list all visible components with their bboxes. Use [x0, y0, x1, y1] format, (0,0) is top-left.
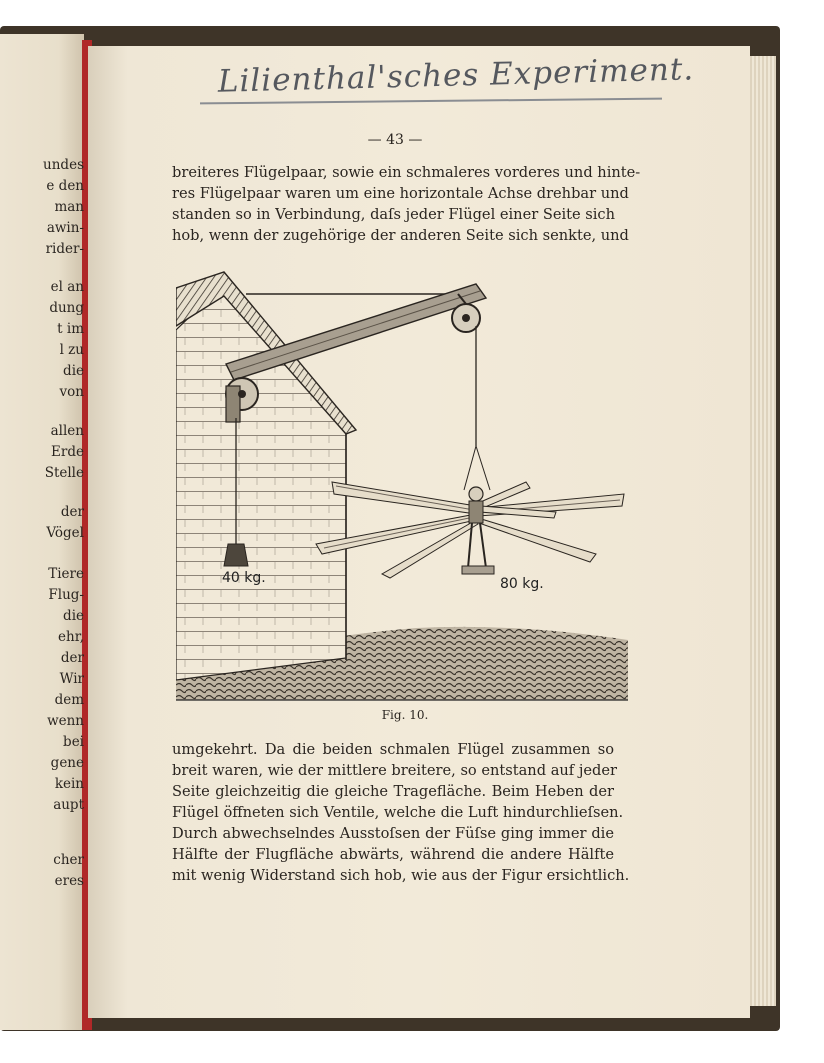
left-fragment: Stelle [44, 465, 84, 481]
left-fragment: die [63, 363, 84, 379]
left-fragment: von [59, 384, 84, 400]
text-line: breiteres Flügelpaar, sowie ein schmaleres vorderes und hinte- [172, 164, 641, 181]
left-fragment: undes [43, 157, 84, 173]
left-fragment: dung [49, 300, 84, 316]
left-fragment: wenn [47, 713, 84, 729]
left-fragment: aupt [53, 797, 84, 813]
left-fragment: e den [46, 178, 84, 194]
text-line: standen so in Verbindung, daſs jeder Flügel einer Seite sich [172, 206, 615, 223]
left-fragment: el an [50, 279, 84, 295]
figure-illustration [176, 268, 628, 704]
left-fragment: der [60, 650, 84, 666]
weight-label-right: 80 kg. [500, 576, 544, 592]
left-fragment: der [60, 504, 84, 520]
text-line: Flügel öffneten sich Ventile, welche die Luft hindurchlieſsen. [172, 804, 624, 821]
page-number: — 43 — [367, 132, 423, 148]
left-fragment: bei [63, 734, 84, 750]
text-line: Durch abwechselndes Ausstoſsen der Füſse ging immer die [172, 825, 614, 842]
left-fragment: Tiere [48, 566, 84, 582]
text-line: umgekehrt. Da die beiden schmalen Flügel zusammen so [172, 741, 614, 758]
left-fragment: allen [50, 423, 84, 439]
figure-caption: Fig. 10. [381, 708, 429, 722]
left-fragment: t im [57, 321, 84, 337]
handwritten-note: Lilienthal'sches Experiment. [217, 51, 695, 100]
text-line: hob, wenn der zugehörige der anderen Seite sich senkte, und [172, 227, 629, 244]
left-fragment: man [54, 199, 84, 215]
left-fragment: Wir [59, 671, 84, 687]
left-fragment: Vögel [46, 525, 84, 541]
text-line: mit wenig Widerstand sich hob, wie aus der Figur ersichtlich. [172, 867, 630, 884]
left-fragment: ehr, [58, 629, 84, 645]
left-fragment: eres [54, 873, 84, 889]
page-edges [748, 56, 776, 1006]
left-fragment: die [63, 608, 84, 624]
left-fragment: Erde [51, 444, 84, 460]
left-fragment: Flug- [48, 587, 84, 603]
text-line: res Flügelpaar waren um eine horizontale Achse drehbar und [172, 185, 629, 202]
text-line: Hälfte der Flugfläche abwärts, während die andere Hälfte [172, 846, 614, 863]
counterweight [224, 544, 248, 566]
left-fragment: dem [54, 692, 84, 708]
left-fragment: cher [53, 852, 84, 868]
text-line: Seite gleichzeitig die gleiche Tragefläche. Beim Heben der [172, 783, 614, 800]
left-fragment: gene [50, 755, 84, 771]
left-fragment: rider- [45, 241, 84, 257]
left-fragment: kein [54, 776, 84, 792]
left-fragment: awin- [46, 220, 84, 236]
weight-label-left: 40 kg. [222, 570, 266, 586]
left-fragment: l zu [59, 342, 84, 358]
text-line: breit waren, wie der mittlere breitere, so entstand auf jeder [172, 762, 617, 779]
